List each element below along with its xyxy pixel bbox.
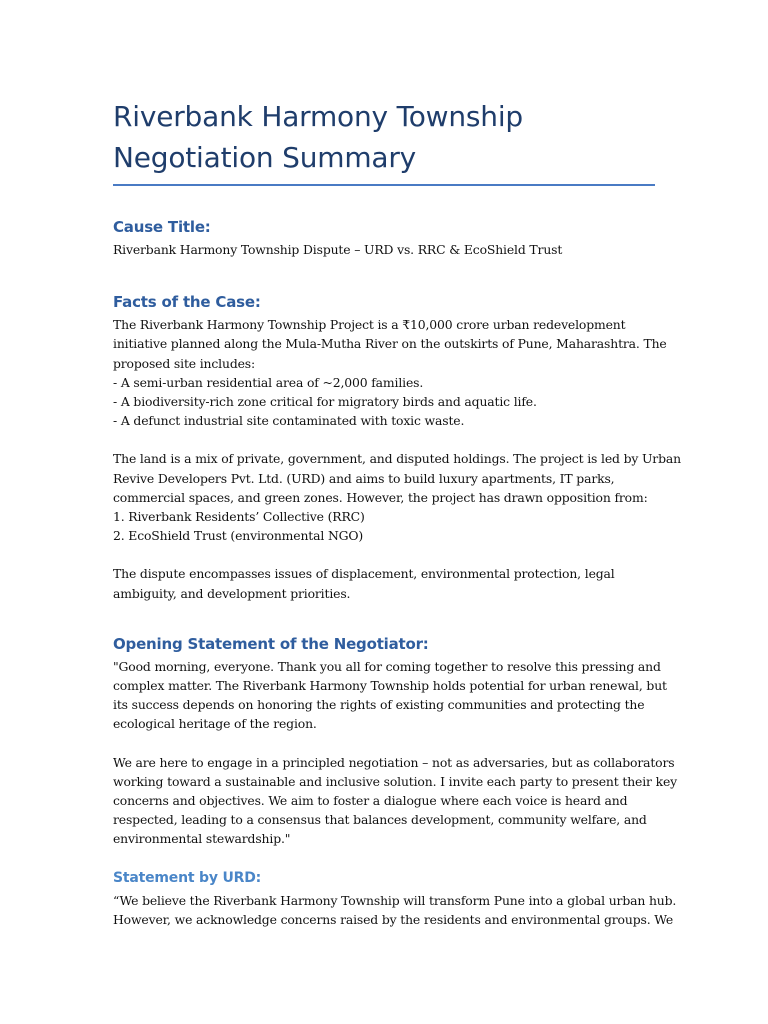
- opening-statement-heading: Opening Statement of the Negotiator:: [113, 634, 429, 653]
- title-line-2: Negotiation Summary: [113, 141, 417, 174]
- paragraph-gap: [113, 430, 655, 449]
- urd-paragraph-1: [113, 891, 677, 929]
- cause-title-heading: Cause Title:: [113, 218, 211, 236]
- paragraph-gap: [113, 545, 655, 564]
- text-line: working toward a sustainable and inclusive solution. I invite each party to present their key: [113, 773, 677, 789]
- text-line: initiative planned along the Mula-Mutha River on the outskirts of Pune, Maharashtra. The: [113, 336, 667, 352]
- facts-heading: Facts of the Case:: [113, 293, 261, 312]
- bullet-item: - A defunct industrial site contaminated with toxic waste.: [113, 413, 465, 429]
- text-line: concerns and objectives. We aim to foster a dialogue where each voice is heard and: [113, 793, 628, 809]
- bullet-item: - A biodiversity-rich zone critical for migratory birds and aquatic life.: [113, 394, 537, 410]
- text-line: Revive Developers Pvt. Ltd. (URD) and aims to build luxury apartments, IT parks,: [113, 470, 615, 486]
- opening-paragraph-1: [113, 657, 667, 734]
- title-underline: [113, 184, 655, 186]
- text-line: However, we acknowledge concerns raised by the residents and environmental groups. We: [113, 911, 674, 927]
- bullet-item: - A semi-urban residential area of ~2,000 families.: [113, 374, 424, 390]
- text-line: The Riverbank Harmony Township Project is a ₹10,000 crore urban redevelopment: [113, 317, 626, 333]
- paragraph-gap: [113, 734, 655, 753]
- text-line: environmental stewardship.": [113, 831, 291, 847]
- document-title: [113, 96, 655, 178]
- numbered-item: 2. EcoShield Trust (environmental NGO): [113, 528, 364, 544]
- title-line-1: Riverbank Harmony Township: [113, 100, 524, 133]
- facts-paragraph-1: [113, 315, 667, 430]
- text-line: complex matter. The Riverbank Harmony Township holds potential for urban renewal, but: [113, 678, 667, 694]
- text-line: The dispute encompasses issues of displacement, environmental protection, legal: [113, 566, 615, 582]
- text-line: We are here to engage in a principled negotiation – not as adversaries, but as collaborators: [113, 754, 675, 770]
- text-line: commercial spaces, and green zones. However, the project has drawn opposition from:: [113, 489, 648, 505]
- opening-paragraph-2: [113, 753, 677, 849]
- urd-statement-heading: Statement by URD:: [113, 869, 262, 886]
- numbered-item: 1. Riverbank Residents’ Collective (RRC): [113, 509, 365, 525]
- facts-paragraph-2: [113, 449, 681, 545]
- text-line: "Good morning, everyone. Thank you all for coming together to resolve this pressing and: [113, 658, 661, 674]
- text-line: The land is a mix of private, government, and disputed holdings. The project is led by Urban: [113, 451, 681, 467]
- text-line: proposed site includes:: [113, 355, 256, 371]
- text-line: its success depends on honoring the rights of existing communities and protecting the: [113, 697, 645, 713]
- cause-title-text: Riverbank Harmony Township Dispute – URD vs. RRC & EcoShield Trust: [113, 242, 563, 257]
- text-line: ecological heritage of the region.: [113, 716, 317, 732]
- text-line: respected, leading to a consensus that balances development, community welfare, and: [113, 812, 647, 828]
- text-line: ambiguity, and development priorities.: [113, 585, 351, 601]
- facts-paragraph-3: [113, 564, 655, 602]
- text-line: “We believe the Riverbank Harmony Township will transform Pune into a global urban hub.: [113, 892, 677, 908]
